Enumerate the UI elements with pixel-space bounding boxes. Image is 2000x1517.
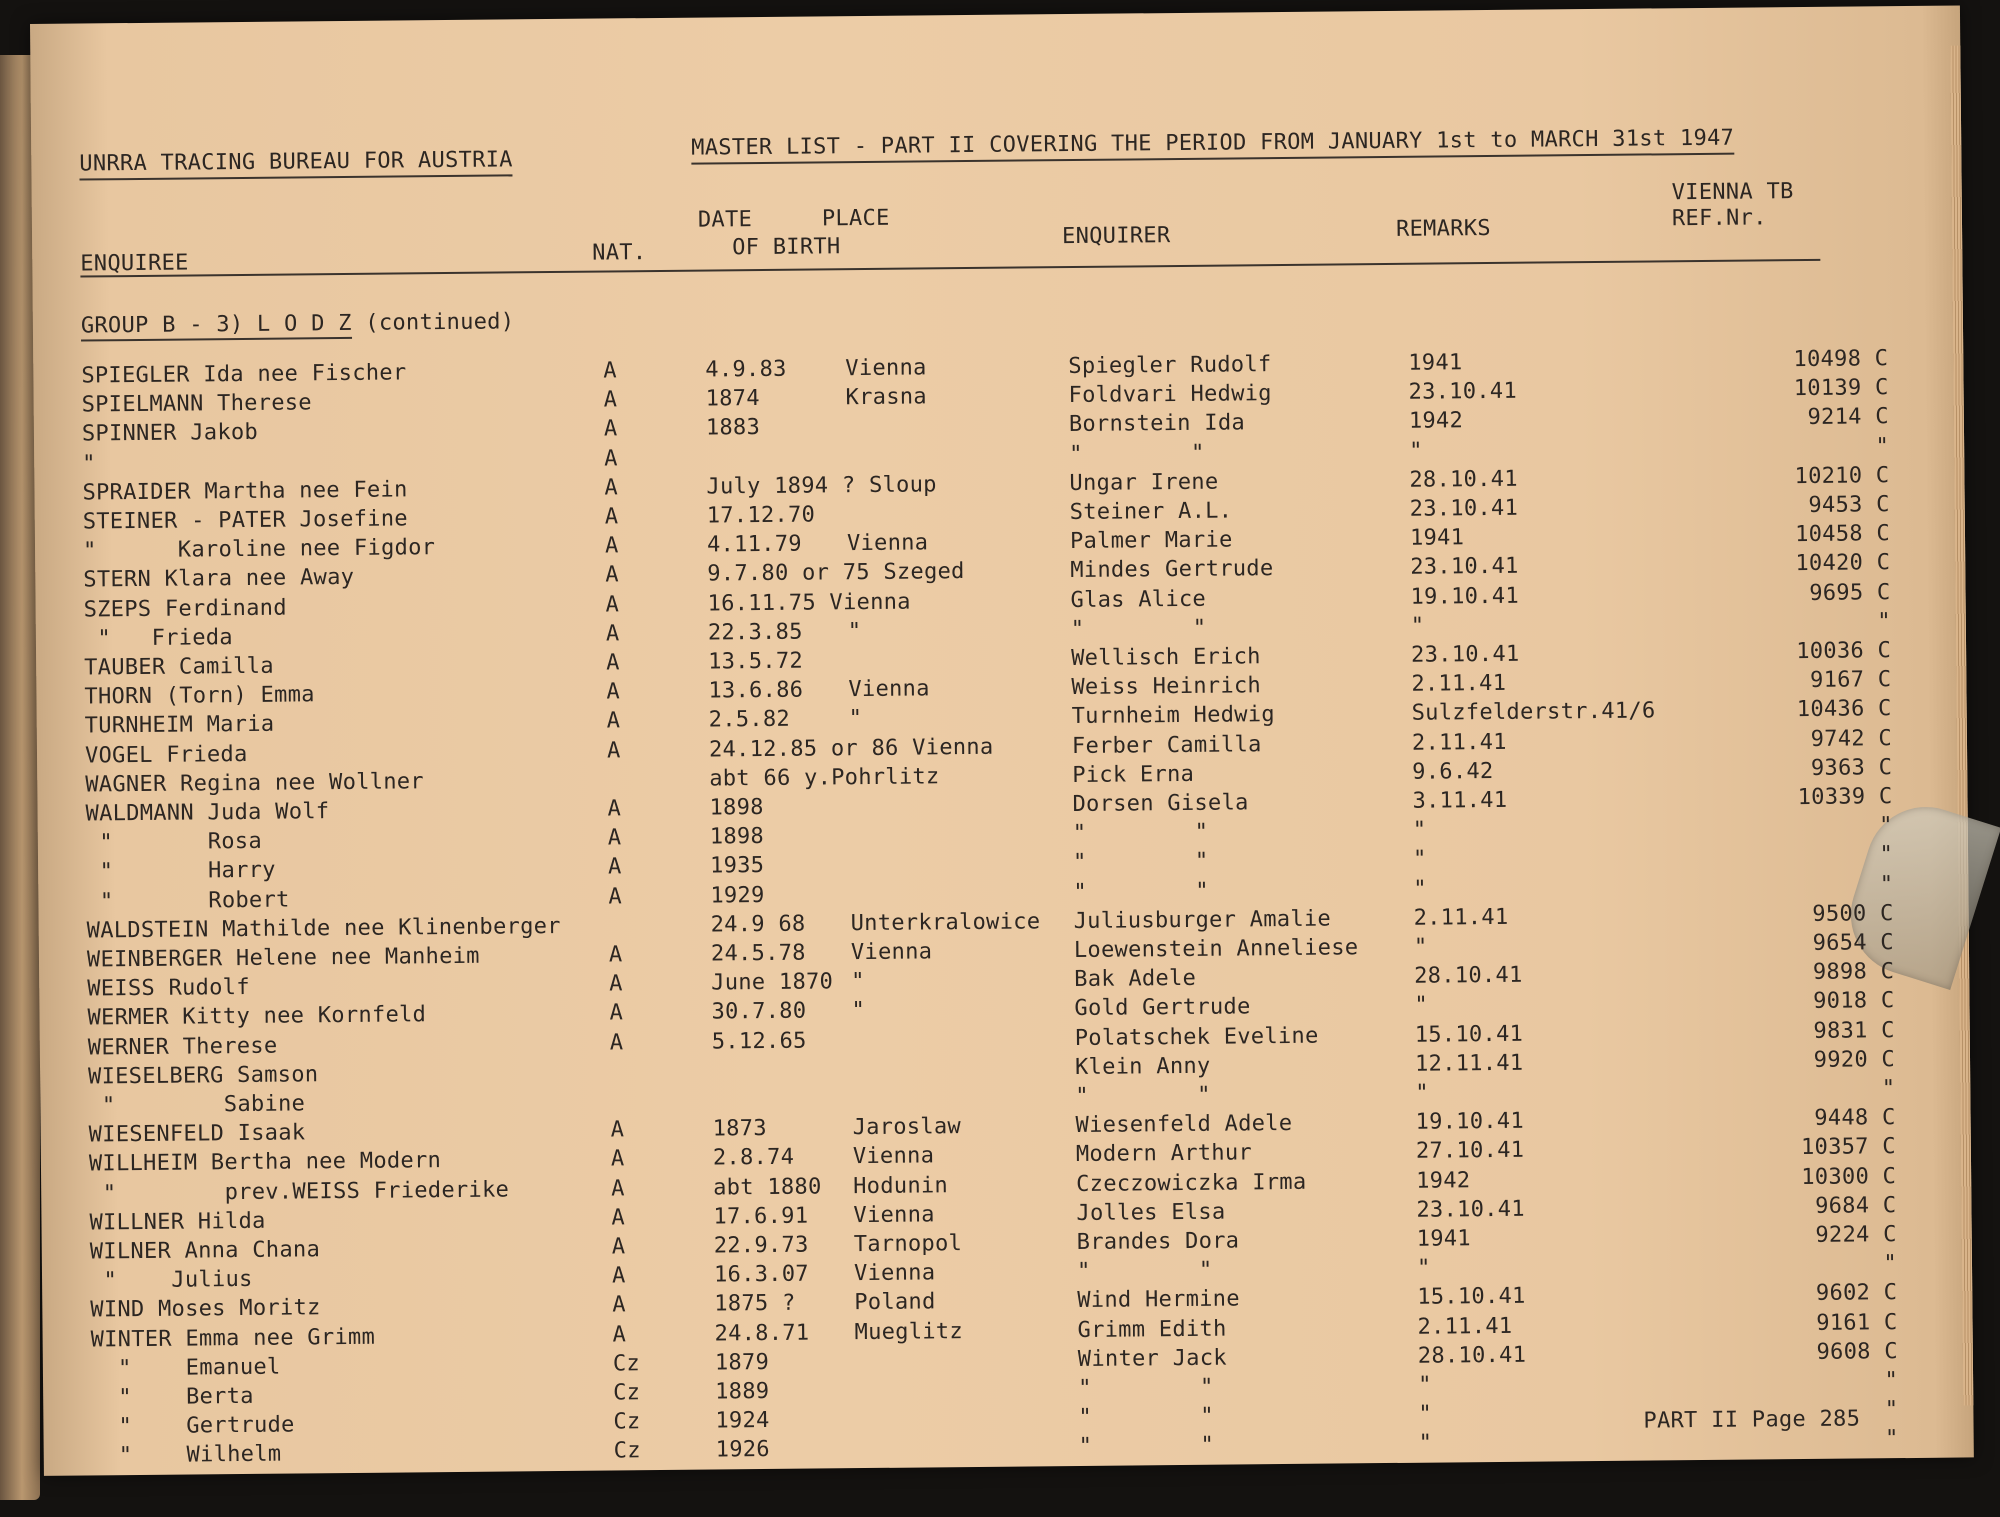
enquirer-cell: Ferber Camilla: [1071, 731, 1262, 759]
enquiree-cell: WEISS Rudolf: [87, 975, 250, 1002]
nat-cell: A: [604, 445, 618, 472]
enquirer-cell: Wind Hermine: [1077, 1286, 1240, 1314]
date-cell: 1898: [709, 824, 765, 850]
enquirer-cell: Grimm Edith: [1077, 1316, 1227, 1343]
place-cell: Tarnopol: [853, 1231, 963, 1258]
enquiree-cell: " Wilhelm: [91, 1442, 282, 1469]
date-cell: 30.7.80: [711, 998, 807, 1025]
remarks-cell: 2.11.41: [1417, 1313, 1513, 1340]
ref-cell: 10139 C: [1793, 375, 1889, 402]
remarks-cell: 1942: [1416, 1167, 1471, 1194]
col-place: PLACE: [821, 205, 890, 232]
enquirer-cell: Bornstein Ida: [1068, 410, 1246, 438]
ref-cell: 10458 C: [1795, 521, 1891, 548]
enquiree-cell: ": [82, 450, 96, 477]
enquirer-cell: Bak Adele: [1074, 966, 1197, 993]
date-cell: 1929: [710, 882, 765, 909]
ref-cell: ": [1884, 1368, 1899, 1394]
remarks-cell: ": [1415, 1080, 1429, 1106]
nat-cell: Cz: [613, 1438, 641, 1464]
nat-cell: A: [603, 358, 618, 384]
ref-cell: 9167 C: [1809, 667, 1892, 694]
nat-cell: A: [610, 1117, 625, 1143]
nat-cell: A: [611, 1234, 626, 1260]
place-cell: Vienna: [845, 355, 927, 382]
nat-cell: A: [608, 854, 622, 880]
enquirer-cell: " ": [1078, 1403, 1214, 1431]
enquiree-cell: " Frieda: [83, 624, 234, 652]
date-cell: 1883: [705, 415, 761, 441]
enquirer-cell: " ": [1073, 878, 1209, 905]
enquirer-cell: Pick Erna: [1072, 761, 1195, 788]
enquiree-cell: WILLHEIM Bertha nee Modern: [88, 1148, 442, 1177]
date-cell: 9.7.80 or 75 Szeged: [707, 559, 965, 587]
date-cell: 5.12.65: [711, 1028, 807, 1055]
remarks-cell: 23.10.41: [1410, 554, 1519, 581]
enquirer-cell: Ungar Irene: [1069, 469, 1219, 496]
ref-cell: ": [1879, 871, 1894, 897]
date-cell: 1926: [715, 1437, 771, 1463]
place-cell: ": [851, 998, 866, 1024]
remarks-cell: ": [1412, 817, 1427, 843]
enquirer-cell: Jolles Elsa: [1076, 1199, 1226, 1226]
date-cell: 1873: [712, 1116, 767, 1142]
enquirer-cell: " ": [1069, 440, 1205, 467]
ref-cell: 10357 C: [1800, 1134, 1896, 1161]
ref-cell: 9214 C: [1807, 404, 1889, 431]
enquirer-cell: " ": [1075, 1082, 1211, 1110]
place-cell: Jaroslaw: [852, 1114, 962, 1141]
nat-cell: A: [610, 1146, 625, 1172]
remarks-cell: ": [1418, 1372, 1432, 1398]
enquiree-cell: WIESELBERG Samson: [87, 1062, 319, 1090]
remarks-cell: 28.10.41: [1409, 466, 1518, 493]
remarks-cell: 15.10.41: [1414, 1021, 1524, 1048]
place-cell: ": [848, 706, 863, 732]
nat-cell: A: [605, 562, 619, 588]
ref-cell: 9654 C: [1812, 930, 1895, 956]
place-cell: Unterkralowice: [850, 909, 1041, 936]
enquiree-cell: SPINNER Jakob: [81, 420, 259, 447]
remarks-cell: 23.10.41: [1411, 641, 1520, 668]
enquirer-cell: Wellisch Erich: [1071, 644, 1261, 672]
date-cell: 16.11.75 Vienna: [707, 589, 911, 617]
enquiree-cell: " Emanuel: [90, 1354, 281, 1382]
enquiree-cell: WIESENFELD Isaak: [88, 1120, 306, 1148]
enquirer-cell: Turnheim Hedwig: [1071, 702, 1275, 730]
place-cell: Vienna: [850, 939, 933, 966]
place-cell: Poland: [854, 1289, 936, 1316]
date-cell: 13.6.86: [708, 677, 804, 704]
date-cell: 4.9.83: [705, 356, 787, 383]
nat-cell: Cz: [612, 1351, 641, 1377]
enquiree-cell: STEINER - PATER Josefine: [82, 506, 408, 535]
nat-cell: A: [604, 475, 619, 501]
col-nat: NAT.: [592, 240, 647, 266]
date-cell: 16.3.07: [713, 1261, 809, 1288]
remarks-cell: 28.10.41: [1414, 962, 1523, 989]
nat-cell: A: [604, 504, 619, 530]
date-cell: 2.8.74: [712, 1145, 795, 1171]
enquirer-cell: Polatschek Eveline: [1074, 1023, 1319, 1051]
nat-cell: A: [608, 942, 623, 968]
date-cell: 17.6.91: [713, 1203, 809, 1230]
ref-cell: 10436 C: [1796, 696, 1892, 723]
enquirer-cell: Mindes Gertrude: [1070, 556, 1274, 584]
enquiree-cell: " Gertrude: [91, 1412, 295, 1440]
date-cell: 13.5.72: [708, 648, 804, 675]
ref-cell: 9602 C: [1815, 1280, 1898, 1307]
enquiree-cell: " Berta: [91, 1383, 254, 1411]
enquiree-cell: SZEPS Ferdinand: [83, 595, 287, 623]
remarks-cell: ": [1413, 876, 1428, 902]
enquirer-cell: " ": [1072, 819, 1209, 847]
remarks-cell: ": [1418, 1430, 1433, 1457]
ref-cell: ": [1879, 842, 1894, 868]
place-cell: Vienna: [846, 530, 929, 557]
date-cell: 24.5.78: [710, 940, 806, 967]
enquiree-cell: WILLNER Hilda: [89, 1208, 266, 1236]
ref-cell: ": [1885, 1426, 1899, 1452]
ref-cell: 10210 C: [1794, 462, 1890, 489]
remarks-cell: 2.11.41: [1411, 671, 1507, 697]
enquirer-cell: Wiesenfeld Adele: [1075, 1111, 1293, 1139]
enquirer-cell: Juliusburger Amalie: [1073, 906, 1332, 934]
ref-cell: 9695 C: [1809, 579, 1891, 606]
remarks-cell: 1941: [1416, 1226, 1472, 1252]
ref-cell: 10498 C: [1793, 346, 1889, 373]
remarks-cell: 1942: [1408, 408, 1464, 435]
enquirer-cell: Brandes Dora: [1076, 1228, 1240, 1256]
enquiree-cell: " Harry: [86, 858, 276, 885]
col-of-birth: OF BIRTH: [732, 234, 841, 261]
enquiree-cell: " Julius: [89, 1267, 253, 1294]
remarks-cell: 19.10.41: [1415, 1108, 1525, 1135]
col-remarks: REMARKS: [1395, 215, 1491, 242]
remarks-cell: 2.11.41: [1413, 904, 1509, 931]
enquirer-cell: Winter Jack: [1077, 1345, 1227, 1372]
enquiree-cell: STERN Klara nee Away: [83, 565, 355, 593]
remarks-cell: 23.10.41: [1408, 378, 1518, 405]
enquiree-cell: SPIEGLER Ida nee Fischer: [81, 360, 407, 389]
nat-cell: A: [606, 708, 621, 734]
enquirer-cell: Gold Gertrude: [1074, 994, 1251, 1022]
enquiree-cell: WALDMANN Juda Wolf: [85, 799, 330, 827]
place-cell: Mueglitz: [854, 1318, 964, 1345]
nat-cell: A: [603, 387, 618, 413]
date-cell: abt 66 y.Pohrlitz: [709, 764, 940, 792]
enquirer-cell: " ": [1076, 1257, 1213, 1285]
enquiree-cell: WIND Moses Moritz: [90, 1295, 321, 1323]
col-enquirer: ENQUIRER: [1061, 223, 1171, 250]
date-cell: June 1870: [711, 969, 834, 996]
enquiree-cell: TAUBER Camilla: [84, 653, 274, 681]
group-title: [81, 309, 515, 339]
enquirer-cell: " ": [1072, 849, 1209, 876]
enquiree-cell: " Karoline nee Figdor: [82, 535, 436, 564]
enquirer-cell: Modern Arthur: [1075, 1140, 1253, 1168]
nat-cell: A: [606, 679, 621, 705]
nat-cell: A: [607, 796, 622, 822]
nat-cell: A: [609, 971, 623, 997]
remarks-cell: Sulzfelderstr.41/6: [1411, 698, 1656, 727]
ref-cell: ": [1877, 608, 1891, 635]
date-cell: 1898: [709, 794, 764, 821]
nat-cell: A: [605, 591, 620, 618]
remarks-cell: 27.10.41: [1415, 1138, 1525, 1165]
enquiree-cell: SPRAIDER Martha nee Fein: [82, 477, 408, 506]
remarks-cell: ": [1413, 934, 1428, 960]
place-cell: Hodunin: [853, 1172, 949, 1199]
nat-cell: A: [611, 1263, 626, 1289]
enquiree-cell: SPIELMANN Therese: [81, 390, 313, 418]
place-cell: ": [851, 969, 865, 995]
ref-cell: 9224 C: [1815, 1222, 1897, 1248]
col-date: DATE: [697, 207, 753, 233]
date-cell: 1874: [705, 386, 760, 412]
remarks-cell: ": [1412, 847, 1427, 873]
nat-cell: Cz: [613, 1380, 641, 1406]
ref-cell: ": [1881, 1076, 1896, 1102]
nat-cell: A: [611, 1205, 626, 1231]
date-cell: 1875 ?: [714, 1291, 796, 1317]
remarks-cell: ": [1414, 993, 1429, 1019]
place-cell: Krasna: [845, 384, 928, 411]
enquiree-cell: WALDSTEIN Mathilde nee Klinenberger: [86, 913, 561, 944]
date-cell: 24.12.85 or 86 Vienna: [708, 734, 994, 763]
group-title-main: GROUP B - 3) L O D Z: [81, 311, 352, 342]
place-cell: Vienna: [853, 1202, 935, 1228]
remarks-cell: 1941: [1408, 350, 1463, 376]
date-cell: 2.5.82: [708, 707, 791, 733]
enquirer-cell: Foldvari Hedwig: [1068, 381, 1272, 409]
date-cell: 4.11.79: [706, 531, 802, 558]
nat-cell: A: [608, 883, 623, 910]
enquiree-cell: WAGNER Regina nee Wollner: [85, 769, 425, 798]
enquirer-cell: Spiegler Rudolf: [1068, 352, 1272, 380]
date-cell: 17.12.70: [706, 502, 816, 529]
ref-cell: ": [1875, 433, 1890, 459]
ref-cell: 9831 C: [1813, 1017, 1895, 1044]
nat-cell: A: [603, 416, 618, 442]
ref-cell: 9448 C: [1814, 1105, 1896, 1132]
enquirer-cell: Czeczowiczka Irma: [1076, 1169, 1307, 1197]
remarks-cell: 12.11.41: [1414, 1050, 1524, 1077]
date-cell: 22.9.73: [713, 1232, 809, 1259]
enquiree-cell: " Robert: [86, 887, 290, 915]
enquiree-cell: TURNHEIM Maria: [84, 712, 275, 739]
ref-cell: 10339 C: [1797, 784, 1893, 811]
remarks-cell: 28.10.41: [1417, 1342, 1527, 1369]
ref-cell: 9453 C: [1808, 492, 1890, 518]
ref-cell: 9742 C: [1810, 725, 1893, 752]
place-cell: Vienna: [853, 1260, 936, 1287]
date-cell: 1935: [709, 853, 765, 879]
enquiree-cell: WEINBERGER Helene nee Manheim: [86, 943, 480, 973]
place-cell: Vienna: [848, 676, 930, 703]
remarks-cell: ": [1410, 613, 1425, 639]
remarks-cell: 3.11.41: [1412, 787, 1508, 814]
ref-cell: ": [1883, 1251, 1898, 1277]
nat-cell: A: [606, 650, 620, 676]
nat-cell: A: [611, 1175, 625, 1202]
enquirer-cell: " ": [1078, 1433, 1215, 1460]
master-list-title: MASTER LIST - PART II COVERING THE PERIOD FROM JANUARY 1st to MARCH 31st 1947: [691, 126, 1734, 165]
enquiree-cell: WERMER Kitty nee Kornfeld: [87, 1002, 427, 1031]
ref-cell: 9500 C: [1812, 900, 1894, 927]
remarks-cell: 23.10.41: [1416, 1196, 1525, 1223]
date-cell: July 1894 ? Sloup: [706, 472, 937, 500]
enquirer-cell: Dorsen Gisela: [1072, 790, 1249, 818]
header-rule: [80, 259, 1820, 278]
nat-cell: A: [609, 1029, 624, 1056]
enquiree-cell: WILNER Anna Chana: [89, 1237, 321, 1265]
enquirer-cell: " ": [1078, 1374, 1214, 1402]
place-cell: Vienna: [852, 1143, 935, 1170]
ref-cell: 10420 C: [1795, 550, 1891, 577]
remarks-cell: 15.10.41: [1417, 1284, 1526, 1311]
col-enquiree: ENQUIREE: [80, 250, 189, 277]
group-title-suffix: (continued): [365, 309, 515, 336]
enquirer-cell: Steiner A.L.: [1069, 498, 1233, 526]
ref-cell: 10036 C: [1796, 638, 1892, 665]
ref-cell: 9898 C: [1812, 959, 1895, 986]
page-stack-edge: [1950, 45, 1973, 1405]
ref-cell: ": [1884, 1397, 1899, 1423]
ledger-page: [30, 5, 1974, 1475]
enquirer-cell: Klein Anny: [1074, 1053, 1211, 1080]
enquiree-cell: VOGEL Frieda: [84, 741, 248, 769]
nat-cell: A: [607, 825, 622, 851]
remarks-cell: ": [1418, 1401, 1433, 1427]
enquiree-cell: WINTER Emma nee Grimm: [90, 1324, 376, 1353]
nat-cell: A: [605, 621, 620, 647]
remarks-cell: 19.10.41: [1410, 583, 1520, 610]
date-cell: 22.3.85: [707, 619, 803, 646]
enquiree-cell: " Sabine: [88, 1091, 306, 1119]
enquiree-cell: " Rosa: [85, 828, 263, 856]
col-vienna-tb: VIENNA TB: [1671, 179, 1794, 206]
date-cell: 1879: [714, 1349, 770, 1376]
remarks-cell: 1941: [1409, 525, 1465, 551]
ref-cell: 9684 C: [1815, 1192, 1897, 1219]
nat-cell: Cz: [613, 1409, 641, 1435]
ref-cell: 9018 C: [1813, 988, 1895, 1015]
ref-cell: 9161 C: [1816, 1309, 1898, 1336]
place-cell: ": [847, 618, 862, 644]
enquirer-cell: Glas Alice: [1070, 586, 1207, 613]
date-cell: 24.8.71: [714, 1320, 810, 1347]
enquiree-cell: " prev.WEISS Friederike: [89, 1177, 510, 1207]
page-number: PART II Page 285: [1643, 1406, 1861, 1434]
nat-cell: A: [606, 737, 621, 764]
ref-cell: 10300 C: [1801, 1163, 1897, 1190]
nat-cell: A: [609, 1000, 624, 1026]
col-ref-nr: REF.Nr.: [1671, 205, 1767, 232]
ref-cell: 9363 C: [1810, 754, 1893, 781]
remarks-cell: ": [1416, 1255, 1431, 1281]
nat-cell: A: [612, 1292, 626, 1318]
enquiree-cell: THORN (Torn) Emma: [84, 682, 315, 710]
enquirer-cell: " ": [1070, 615, 1207, 642]
date-cell: 1889: [715, 1378, 770, 1405]
date-cell: abt 1880: [713, 1174, 822, 1201]
ref-cell: 9608 C: [1816, 1338, 1898, 1365]
ref-cell: 9920 C: [1813, 1046, 1896, 1073]
enquiree-cell: WERNER Therese: [87, 1033, 278, 1061]
enquirer-cell: Loewenstein Anneliese: [1073, 935, 1359, 964]
enquirer-cell: Palmer Marie: [1069, 527, 1233, 555]
remarks-cell: 9.6.42: [1412, 758, 1494, 785]
remarks-cell: 23.10.41: [1409, 495, 1519, 522]
ref-cell: ": [1879, 813, 1893, 839]
nat-cell: A: [604, 533, 619, 559]
date-cell: 1924: [715, 1408, 770, 1434]
remarks-cell: 2.11.41: [1411, 729, 1507, 756]
nat-cell: A: [612, 1321, 627, 1348]
enquirer-cell: Weiss Heinrich: [1071, 673, 1262, 701]
date-cell: 24.9 68: [710, 911, 806, 938]
bureau-title: UNRRA TRACING BUREAU FOR AUSTRIA: [79, 147, 513, 180]
remarks-cell: ": [1409, 438, 1423, 464]
